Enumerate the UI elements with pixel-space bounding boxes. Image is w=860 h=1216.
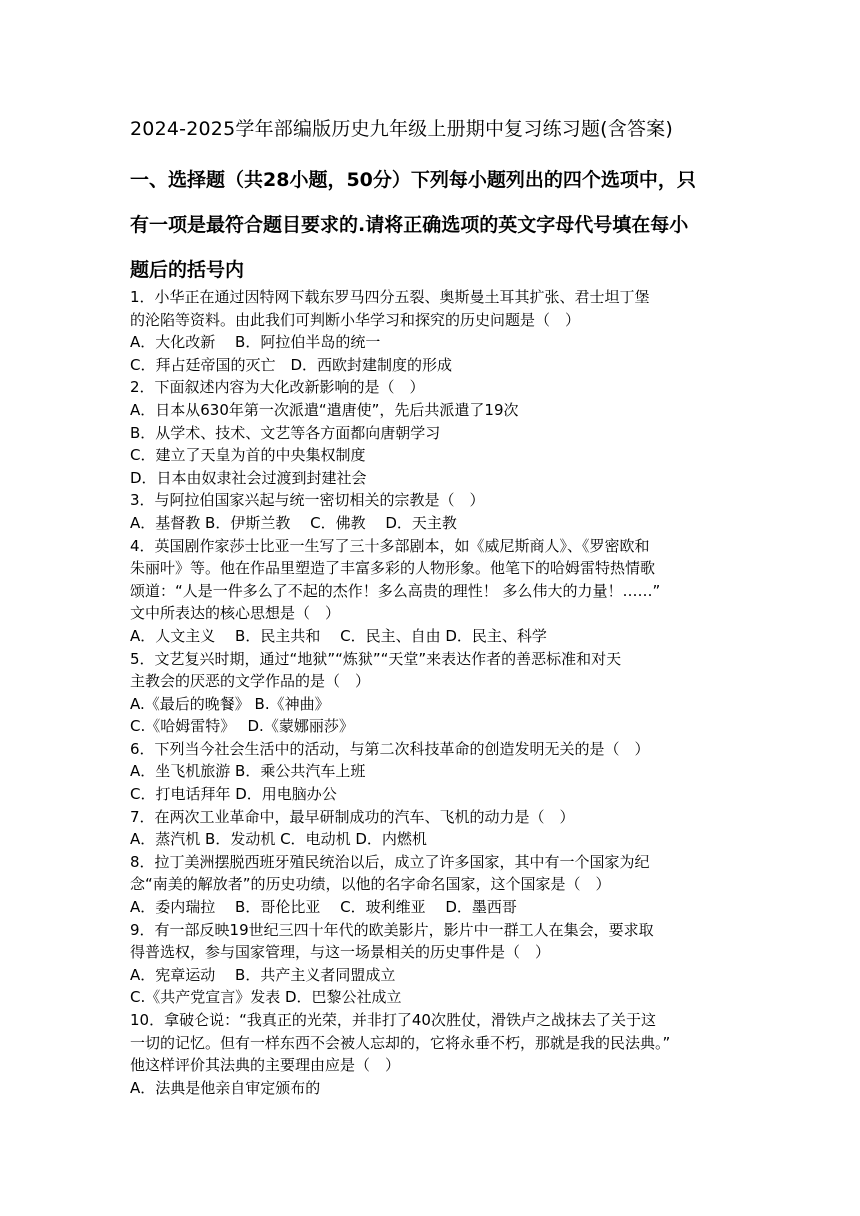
question-text-line: A．坐飞机旅游 B．乘公共汽车上班 xyxy=(130,762,366,781)
section-heading-line: 有一项是最符合题目要求的.请将正确选项的英文字母代号填在每小 xyxy=(130,214,689,236)
question-text-line: 得普选权，参与国家管理，与这一场景相关的历史事件是（ ） xyxy=(130,943,551,962)
question-text-line: C．拜占廷帝国的灭亡 D．西欧封建制度的形成 xyxy=(130,355,453,374)
question-text-line: A.《最后的晚餐》 B.《神曲》 xyxy=(130,694,330,713)
question-text-line: 2．下面叙述内容为大化改新影响的是（ ） xyxy=(130,378,425,397)
section-heading-line: 题后的括号内 xyxy=(130,259,245,281)
question-text-line: 10．拿破仑说：“我真正的光荣，并非打了40次胜仗，滑铁卢之战抹去了关于这 xyxy=(130,1011,656,1029)
question-text-line: 7．在两次工业革命中，最早研制成功的汽车、飞机的动力是（ ） xyxy=(130,807,575,826)
question-text-line: 主教会的厌恶的文学作品的是（ ） xyxy=(130,672,371,691)
question-text-line: 1．小华正在通过因特网下载东罗马四分五裂、奥斯曼土耳其扩张、君士坦丁堡 xyxy=(130,288,650,306)
question-text-line: A．委内瑞拉 B．哥伦比亚 C．玻利维亚 D．墨西哥 xyxy=(130,898,517,917)
question-text-line: 的沦陷等资料。由此我们可判断小华学习和探究的历史问题是（ ） xyxy=(130,310,581,329)
question-list xyxy=(130,286,740,1099)
question-text-line: C.《共产党宣言》发表 D．巴黎公社成立 xyxy=(130,988,402,1007)
question-text-line: A．基督教 B．伊斯兰教 C．佛教 D．天主教 xyxy=(130,513,457,532)
question-text-line: 6．下列当今社会生活中的活动，与第二次科技革命的创造发明无关的是（ ） xyxy=(130,739,650,758)
document-title: 2024-2025学年部编版历史九年级上册期中复习练习题(含答案) xyxy=(130,118,673,140)
question-text-line: A．人文主义 B．民主共和 C．民主、自由 D．民主、科学 xyxy=(130,626,547,645)
question-text-line: 他这样评价其法典的主要理由应是（ ） xyxy=(130,1056,401,1075)
question-text-line: A．宪章运动 B．共产主义者同盟成立 xyxy=(130,965,396,984)
question-text-line: 8．拉丁美洲摆脱西班牙殖民统治以后，成立了许多国家，其中有一个国家为纪 xyxy=(130,852,650,871)
question-text-line: C.《哈姆雷特》 D.《蒙娜丽莎》 xyxy=(130,717,354,736)
question-text-line: 文中所表达的核心思想是（ ） xyxy=(130,604,341,623)
question-text-line: 9．有一部反映19世纪三四十年代的欧美影片，影片中一群工人在集会，要求取 xyxy=(130,920,654,939)
question-text-line: 颂道：“人是一件多么了不起的杰作！多么高贵的理性！ 多么伟大的力量！……” xyxy=(130,581,661,600)
question-text-line: A．法典是他亲自审定颁布的 xyxy=(130,1078,321,1097)
question-text-line: A．蒸汽机 B．发动机 C．电动机 D．内燃机 xyxy=(130,830,427,849)
question-text-line: C．建立了天皇为首的中央集权制度 xyxy=(130,446,366,465)
question-text-line: A．日本从630年第一次派遣“遣唐使”，先后共派遣了19次 xyxy=(130,400,519,419)
question-text-line: B．从学术、技术、文艺等各方面都向唐朝学习 xyxy=(130,423,441,442)
question-text-line: 念“南美的解放者”的历史功绩，以他的名字命名国家，这个国家是（ ） xyxy=(130,875,611,894)
question-text-line: 朱丽叶》等。他在作品里塑造了丰富多彩的人物形象。他笔下的哈姆雷特热情歌 xyxy=(130,559,656,578)
question-text-line: C．打电话拜年 D．用电脑办公 xyxy=(130,785,337,804)
question-text-line: 一切的记忆。但有一样东西不会被人忘却的，它将永垂不朽，那就是我的民法典。” xyxy=(130,1033,671,1052)
section-heading xyxy=(130,158,740,293)
question-text-line: 3．与阿拉伯国家兴起与统一密切相关的宗教是（ ） xyxy=(130,491,485,510)
question-text-line: A．大化改新 B．阿拉伯半岛的统一 xyxy=(130,333,381,352)
question-text-line: 4．英国剧作家莎士比亚一生写了三十多部剧本，如《威尼斯商人》、《罗密欧和 xyxy=(130,536,650,555)
section-heading-line: 一、选择题（共28小题，50分）下列每小题列出的四个选项中，只 xyxy=(130,169,696,191)
question-text-line: D．日本由奴隶社会过渡到封建社会 xyxy=(130,468,367,487)
question-text-line: 5．文艺复兴时期，通过“地狱”“炼狱”“天堂”来表达作者的善恶标准和对天 xyxy=(130,649,622,668)
